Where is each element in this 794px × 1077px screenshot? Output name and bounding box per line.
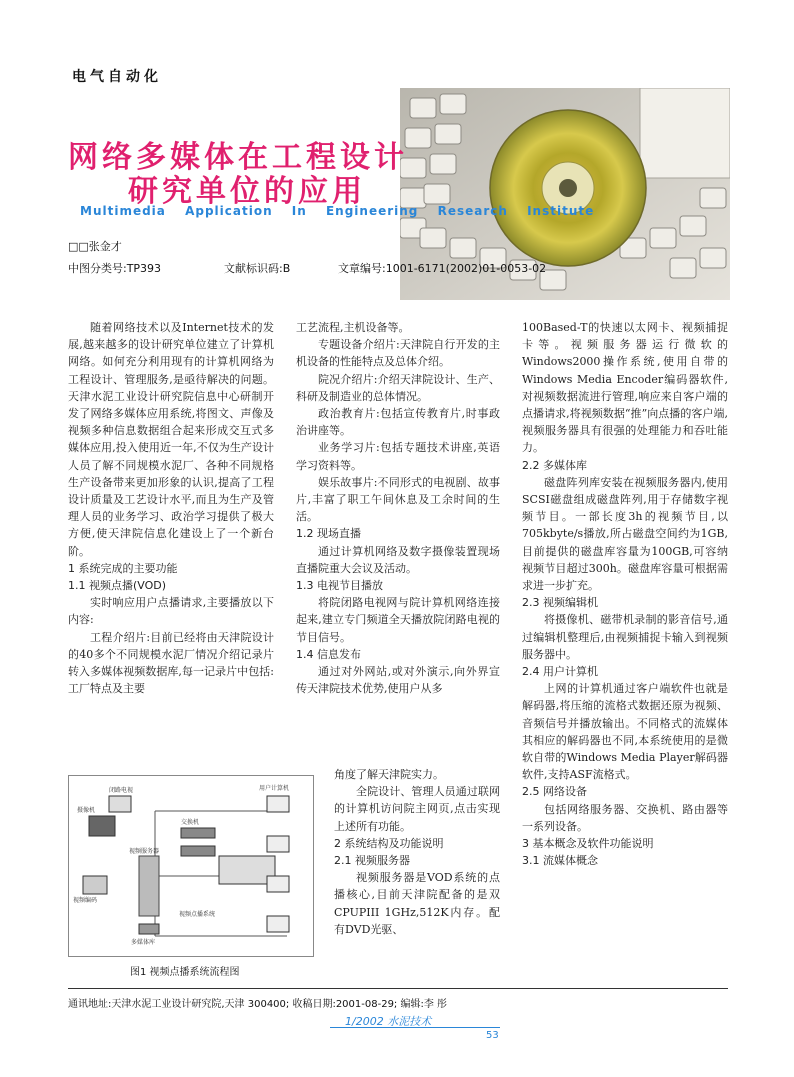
- paragraph: 院况介绍片:介绍天津院设计、生产、科研及制造业的总体情况。: [296, 372, 500, 403]
- switch-icon: [181, 828, 215, 838]
- section-heading: 2.4 用户计算机: [522, 665, 598, 679]
- article-number: 文章编号:1001-6171(2002)01-0053-02: [338, 262, 547, 275]
- server-tower-icon: [139, 856, 159, 916]
- section-heading: 1.1 视频点播(VOD): [68, 579, 167, 593]
- author: □□张金才: [68, 240, 122, 253]
- paragraph: 专题设备介绍片:天津院自行开发的主机设备的性能特点及总体介绍。: [296, 338, 500, 369]
- camera-icon: [89, 816, 115, 836]
- fig-label-encoder: 视频编码: [73, 897, 98, 904]
- section-heading: 3.1 流媒体概念: [522, 854, 598, 868]
- class-number: 中图分类号:TP393: [68, 262, 162, 275]
- media-library-icon: [139, 924, 159, 934]
- fig-label-camera: 摄像机: [77, 807, 96, 814]
- paragraph: 业务学习片:包括专题技术讲座,英语学习资料等。: [296, 441, 500, 472]
- issue-rule: [330, 1027, 500, 1028]
- section-heading: 3 基本概念及软件功能说明: [522, 837, 654, 851]
- fig-label-system: 视频点播系统: [179, 911, 216, 918]
- section-heading: 1.3 电视节目播放: [296, 579, 383, 593]
- column-2-top: [296, 319, 500, 697]
- footnote: 通讯地址:天津水泥工业设计研究院,天津 300400; 收稿日期:2001-08-29; 编辑:李 彤: [68, 999, 448, 1010]
- paragraph: 工艺流程,主机设备等。: [296, 321, 410, 334]
- paragraph: 视频服务器是VOD系统的点播核心,目前天津院配备的是双CPUPIII 1GHz,512K内存。配有DVD光驱、: [334, 871, 500, 936]
- paragraph: 政治教育片:包括宣传教育片,时事政治讲座等。: [296, 407, 500, 438]
- tv-icon: [109, 796, 131, 812]
- fig-label-media: 多媒体库: [131, 939, 156, 946]
- paragraph: 随着网络技术以及Internet技术的发展,越来越多的设计研究单位建立了计算机网络。如何充分利用现有的计算机网络为工程设计、管理服务,是亟待解决的问题。天津水泥工业设计研究院信息中心研制开发了网络多媒体应用系统,将图文、声像及视频多种信息数据组合起来形成交互式多媒体应用,投入使用近一年,不仅为生产设计人员了解不同规模水泥厂、各种不同规格生产设备带来更加形象的认识,提高了工程设计质量及工艺设计水平,而且为生产及管理人员的业务学习、政治学习提供了极大方便,使天津院信息化建设上了一个新台阶。: [68, 321, 274, 558]
- paragraph: 娱乐故事片:不同形式的电视剧、故事片,丰富了职工午间休息及工余时间的生活。: [296, 475, 500, 524]
- column-1: [68, 319, 274, 697]
- paragraph: 将院闭路电视网与院计算机网络连接起来,建立专门频道全天播放院闭路电视的节目信号。: [296, 596, 500, 644]
- fig-label-switch: 交换机: [181, 819, 200, 826]
- section-heading: 1 系统完成的主要功能: [68, 561, 178, 575]
- paragraph: 上网的计算机通过客户端软件也就是解码器,将压缩的流格式数据还原为视频、音频信号并播放输出。不同格式的流媒体其相应的解码器也不同,本系统使用的是微软自带的Windows Media Player解码器软件,支持ASF流格式。: [522, 682, 728, 782]
- section-heading: 2.3 视频编辑机: [522, 596, 598, 610]
- vod-diagram: [69, 776, 313, 956]
- figure-vod-system: [68, 775, 314, 957]
- section-heading: 1.2 现场直播: [296, 527, 361, 541]
- paragraph: 实时响应用户点播请求,主要播放以下内容:: [68, 596, 274, 627]
- section-heading: 2.1 视频服务器: [334, 854, 410, 868]
- paragraph: 通过计算机网络及数字摄像装置现场直播院重大会议及活动。: [296, 544, 500, 575]
- paragraph: 将摄像机、磁带机录制的影音信号,通过编辑机整理后,由视频捕捉卡输入到视频服务器中。: [522, 613, 728, 661]
- section-heading: 1.4 信息发布: [296, 647, 361, 661]
- issue-label: 1/2002 水泥技术: [345, 1015, 432, 1028]
- title-line1: 网络多媒体在工程设计: [68, 140, 408, 175]
- client-pc-icon: [267, 796, 289, 812]
- footer-rule: [68, 988, 728, 989]
- figure-caption: 图1 视频点播系统流程图: [130, 967, 240, 978]
- title-english: Multimedia Application In Engineering Research Institute: [80, 204, 595, 218]
- section-heading: 2 系统结构及功能说明: [334, 836, 444, 850]
- fig-label-client: 用户计算机: [259, 785, 290, 792]
- paragraph: 工程介绍片:目前已经将由天津院设计的40多个不同规模水泥厂情况介绍记录片转入多媒体视频数据库,每一记录片中包括:工厂特点及主要: [68, 630, 274, 696]
- paragraph: 全院设计、管理人员通过联网的计算机访问院主网页,点击实现上述所有功能。: [334, 785, 500, 833]
- fig-label-server: 视频服务器: [129, 848, 160, 855]
- fig-label-tv: 闭路电视: [109, 787, 134, 794]
- document-code: 文献标识码:B: [224, 262, 291, 275]
- paragraph: 包括网络服务器、交换机、路由器等一系列设备。: [522, 802, 728, 833]
- paragraph: 100Based-T的快速以太网卡、视频捕捉卡等。视频服务器运行微软的Windows2000操作系统,使用自带的Windows Media Encoder编码器软件,对视频数据流进行管理,响应来自客户端的点播请求,将视频数据“推”向点播的客户端,视频服务器具有很强的处理能力和吞吐能力。: [522, 321, 728, 455]
- column-3: [522, 319, 728, 870]
- section-heading: 2.5 网络设备: [522, 785, 587, 799]
- encoder-monitor-icon: [83, 876, 107, 894]
- page-number: 53: [486, 1030, 499, 1041]
- section-heading: 2.2 多媒体库: [522, 458, 587, 472]
- paragraph: 角度了解天津院实力。: [334, 768, 444, 781]
- paragraph: 磁盘阵列库安装在视频服务器内,使用SCSI磁盘组成磁盘阵列,用于存储数字视频节目。一部长度3h的视频节目,以705kbyte/s播放,所占磁盘空间约为1GB,目前提供的磁盘库容量为100GB,可容纳视频节目超过300h。磁盘库容量可根据需求进一步扩充。: [522, 475, 728, 593]
- title-line2: 研究单位的应用: [128, 174, 366, 209]
- paragraph: 通过对外网站,或对外演示,向外界宣传天津院技术优势,使用户从多: [296, 665, 500, 696]
- section-label: 电气自动化: [72, 69, 162, 85]
- column-2-bottom: [334, 766, 500, 938]
